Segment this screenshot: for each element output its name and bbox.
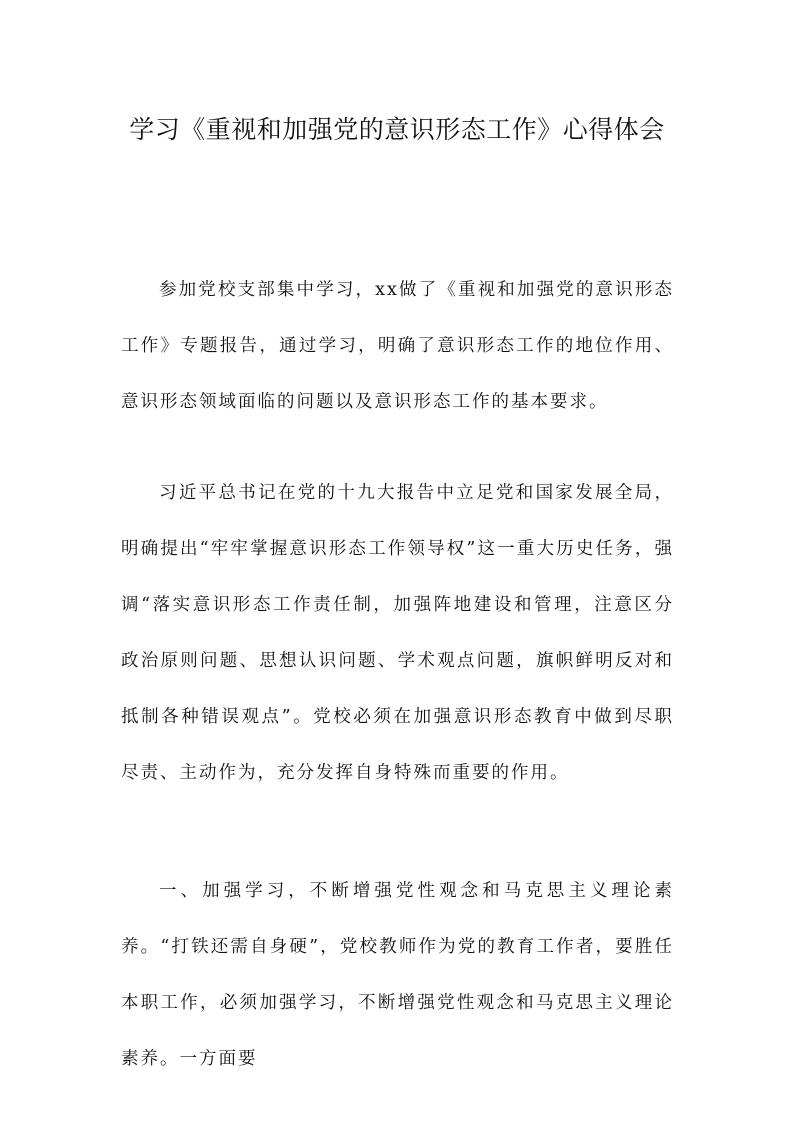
paragraph-point-one: 一、加强学习，不断增强党性观念和马克思主义理论素养。“打铁还需自身硬”，党校教师作为党的教育工作者，要胜任本职工作，必须加强学习，不断增强党性观念和马克思主义理论素养。一方面要: [121, 881, 674, 1069]
paragraph-background: 习近平总书记在党的十九大报告中立足党和国家发展全局，明确提出“牢牢掌握意识形态工作领导权”这一重大历史任务，强调“落实意识形态工作责任制，加强阵地建设和管理，注意区分政治原则问题、思想认识问题、学术观点问题，旗帜鲜明反对和抵制各种错误观点”。党校必须在加强意识形态教育中做到尽职尽责、主动作为，充分发挥自身特殊而重要的作用。: [121, 483, 674, 783]
document-title: 学习《重视和加强党的意识形态工作》心得体会: [129, 115, 665, 144]
paragraph-intro: 参加党校支部集中学习，xx做了《重视和加强党的意识形态工作》专题报告，通过学习，明确了意识形态工作的地位作用、意识形态领域面临的问题以及意识形态工作的基本要求。: [121, 280, 674, 412]
